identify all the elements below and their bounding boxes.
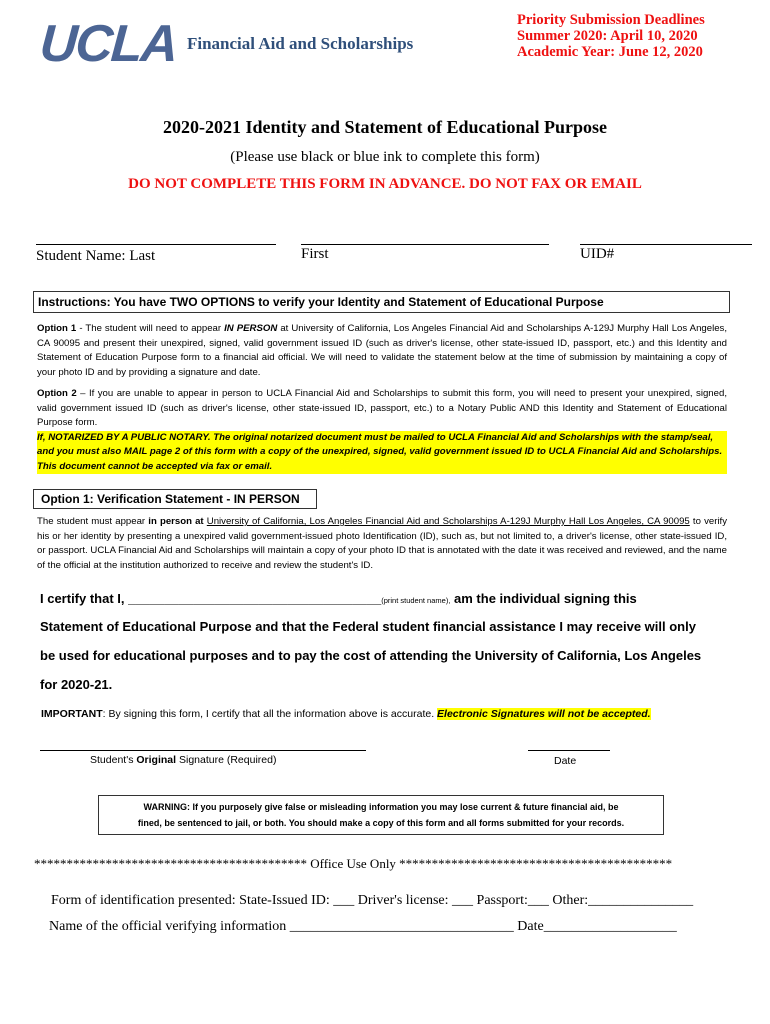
important-text: : By signing this form, I certify that all the information above is accurate. xyxy=(102,708,438,720)
department-name: Financial Aid and Scholarships xyxy=(187,34,414,53)
option2-text: – If you are unable to appear in person to UCLA Financial Aid and Scholarships to submit this form, you will need to present your unexpired, signed, valid government issued ID (such as driver's license, other state-issued ID, passport, etc.) to a Notary Public AND this Identity and Statement of Educational Purpose form. xyxy=(37,388,727,428)
in-person-at: in person at xyxy=(148,516,204,527)
first-name-label: First xyxy=(301,246,329,262)
official-verifying-line: Name of the official verifying information ________________________________ Date___________________ xyxy=(49,919,677,934)
date-input[interactable] xyxy=(528,738,610,751)
instructions-heading: Instructions: You have TWO OPTIONS to verify your Identity and Statement of Educational Purpose xyxy=(33,291,730,313)
option1-statement-pre: The student must appear xyxy=(37,516,149,527)
certify-pre: I certify that I, xyxy=(40,591,129,606)
signature-input[interactable] xyxy=(40,738,366,751)
uid-label: UID# xyxy=(580,246,615,262)
last-name-label: Student Name: Last xyxy=(36,248,156,264)
deadline-summer: Summer 2020: April 10, 2020 xyxy=(517,28,698,44)
signature-label-pre: Student's xyxy=(90,754,137,766)
signature-label xyxy=(90,754,276,766)
print-name-hint: (print student name), xyxy=(381,596,451,605)
print-name-input[interactable]: ___________________________________ xyxy=(128,591,382,606)
certify-line-3: be used for educational purposes and to pay the cost of attending the University of California, Los Angeles xyxy=(40,648,702,663)
office-address-link[interactable]: University of California, Los Angeles Financial Aid and Scholarships A-129J Murphy Hall Los Angeles, CA 90095 xyxy=(206,516,690,527)
option1-section-heading: Option 1: Verification Statement - IN PERSON xyxy=(33,489,317,509)
warning-line-1: WARNING: If you purposely give false or misleading information you may lose current & future financial aid, be xyxy=(143,802,619,812)
option1-text: at University of California, Los Angeles Financial Aid and Scholarships A-129J Murphy Hall Los Angeles, CA 90095 and present their unexpired, signed, valid government issued ID (such as driver's license, other state-issued ID, passport, etc.) and this Identity and Statement of Education Purpose form to a financial aid official. We will need to validate the statement below at the time of submission by maintaining a copy of your photo ID and by providing a signature and date. xyxy=(37,323,728,378)
legal-warning-box xyxy=(98,795,664,835)
last-name-input[interactable] xyxy=(36,230,276,245)
do-not-complete-warning: DO NOT COMPLETE THIS FORM IN ADVANCE. DO NOT FAX OR EMAIL xyxy=(128,176,642,192)
option2-label: Option 2 xyxy=(37,388,77,399)
option2-instructions xyxy=(37,387,727,474)
option1-pre-text: - The student will need to appear xyxy=(76,323,225,334)
signature-label-original: Original xyxy=(136,754,177,766)
form-subtitle: (Please use black or blue ink to complete this form) xyxy=(230,149,540,165)
ucla-logo: UCLA xyxy=(37,15,179,73)
option1-statement xyxy=(37,515,727,573)
in-person-emphasis: IN PERSON xyxy=(224,323,278,334)
no-electronic-signatures: Electronic Signatures will not be accepted. xyxy=(437,708,651,720)
first-name-input[interactable] xyxy=(301,230,549,245)
certify-line-1 xyxy=(40,591,637,606)
certify-post: am the individual signing this xyxy=(450,591,637,606)
certify-line-2: Statement of Educational Purpose and that the Federal student financial assistance I may receive will only xyxy=(40,619,696,634)
deadlines-heading: Priority Submission Deadlines xyxy=(517,12,705,28)
option1-statement-post: to verify his or her identity by presenting a unexpired valid government-issued photo Identification (ID), such as, but not limited to, a driver's license, other state-issued ID, or passport. UCLA Financial Aid and Scholarships will maintain a copy of your photo ID that is annotated with the date it was received and reviewed, and the name of the official at the institution authorized to receive and review the student's ID. xyxy=(37,516,727,571)
important-note xyxy=(41,708,651,720)
form-title: 2020-2021 Identity and Statement of Educational Purpose xyxy=(162,117,607,137)
important-label: IMPORTANT xyxy=(41,708,103,720)
signature-label-post: Signature (Required) xyxy=(176,754,277,766)
notary-highlight: If, NOTARIZED BY A PUBLIC NOTARY. The original notarized document must be mailed to UCLA Financial Aid and Scholarships with the stamp/seal, and you must also MAIL page 2 of this form with a copy of the unexpired, signed, valid government issued ID to UCLA Financial Aid and Scholarships. This document cannot be accepted via fax or email. xyxy=(37,431,727,475)
id-presented-line: Form of identification presented: State-Issued ID: ___ Driver's license: ___ Passport:___ Other:_______________ xyxy=(51,893,694,908)
option1-label: Option 1 xyxy=(37,323,77,334)
certify-line-4: for 2020-21. xyxy=(40,677,113,692)
office-use-divider: ****************************************** Office Use Only ****************************************** xyxy=(34,856,673,871)
warning-line-2: fined, be sentenced to jail, or both. You should make a copy of this form and all forms submitted for your records. xyxy=(137,818,625,828)
priority-deadlines xyxy=(517,12,705,60)
deadline-academic-year: Academic Year: June 12, 2020 xyxy=(517,44,703,60)
uid-input[interactable] xyxy=(580,230,752,245)
date-label: Date xyxy=(554,755,577,767)
option1-instructions xyxy=(37,322,727,380)
